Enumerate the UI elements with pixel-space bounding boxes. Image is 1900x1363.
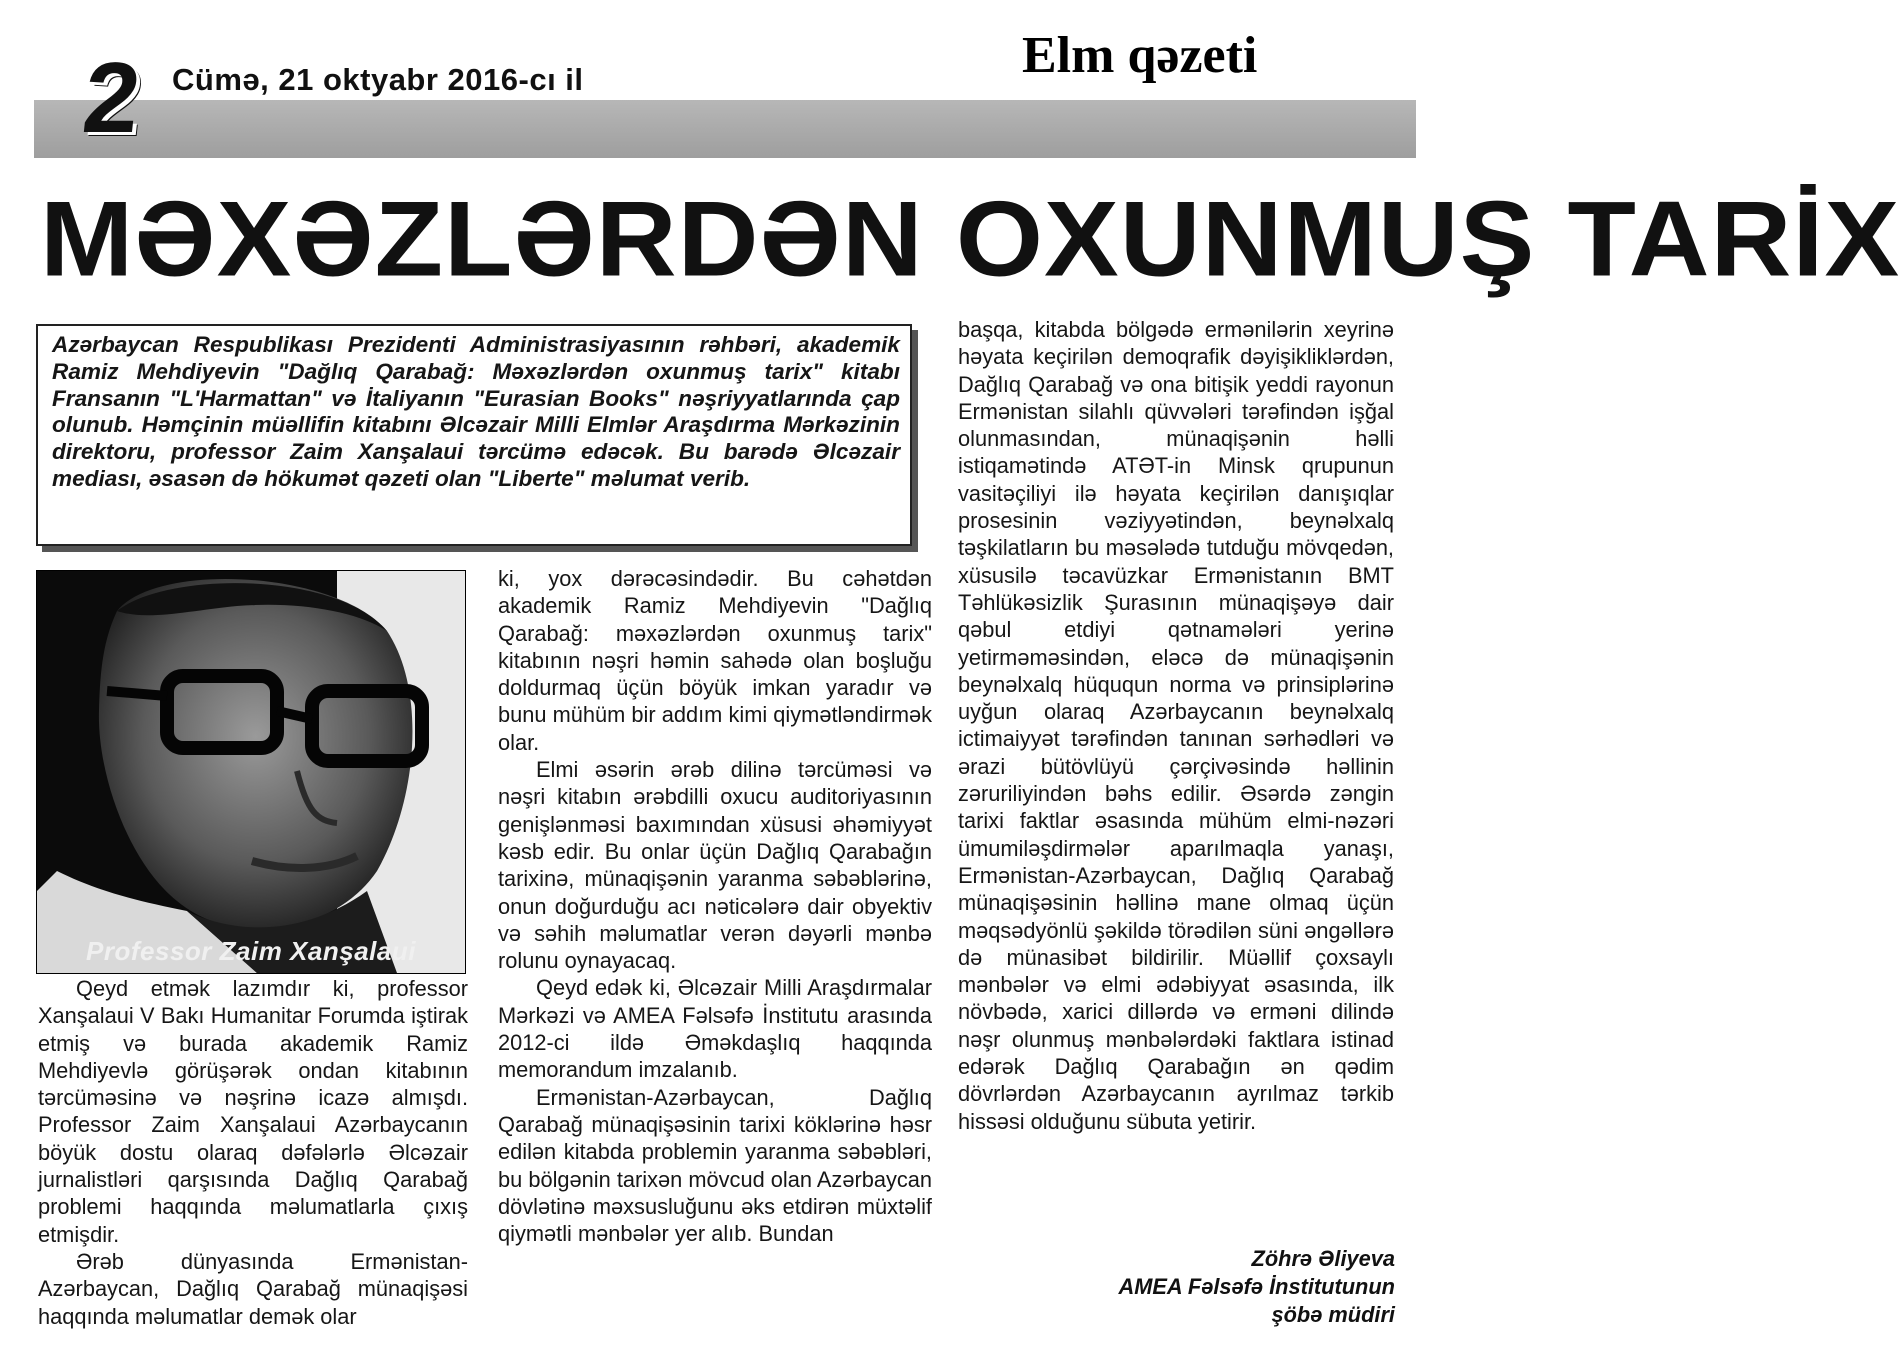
paragraph: Elmi əsərin ərəb dilinə tərcüməsi və nəşri kitabın ərəbdilli oxucu auditoriyasının genişlənməsi baxımından xüsusi əhəmiyyət kəsb edir. Bu onlar üçün Dağlıq Qarabağın tarixinə, münaqişənin yaranma səbəblərinə, onun doğurduğu acı nəticələrə dair obyektiv və səhih məlumatlar verən dəyərli mənbə rolunu oynayacaq. (498, 757, 932, 974)
paragraph: Ermənistan-Azərbaycan, Dağlıq Qarabağ münaqişəsinin tarixi köklərinə həsr edilən kitabda problemin yaranma səbəbləri, bu bölgənin tarixən mövcud olan Azərbaycan dövlətinə məxsusluğunu əks etdirən müxtəlif qiymətli mənbələr yer alıb. Bundan (498, 1084, 932, 1247)
author-signature (1015, 1245, 1395, 1329)
paragraph: Qeyd edək ki, Əlcəzair Milli Araşdırmalar Mərkəzi və AMEA Fəlsəfə İnstitutu arasında 2012-ci ildə Əməkdaşlıq haqqında memorandum imzalanıb. (498, 975, 932, 1083)
lead-box (36, 324, 912, 546)
paragraph: ki, yox dərəcəsindədir. Bu cəhətdən akademik Ramiz Mehdiyevin "Dağlıq Qarabağ: məxəzlərdən oxunmuş tarix" kitabının nəşri həmin sahədə olan boşluğu doldurmaq üçün böyük imkan yaradır və bunu mühüm bir addım kimi qiymətləndirmək olar. (498, 566, 932, 755)
author-name: Zöhrə Əliyeva (1251, 1246, 1395, 1271)
headline: MƏXƏZLƏRDƏN OXUNMUŞ TARİX (40, 179, 1900, 299)
portrait-photo (36, 570, 466, 974)
article-column-3 (958, 316, 1394, 1135)
page-number: 2 (78, 42, 146, 154)
newspaper-name: Elm qəzeti (1022, 27, 1258, 84)
issue-date: Cümə, 21 oktyabr 2016-cı il (172, 62, 584, 97)
paragraph: Ərəb dünyasında Ermənistan-Azərbaycan, Dağlıq Qarabağ münaqişəsi haqqında məlumatlar demək olar (38, 1248, 468, 1329)
header-rule (34, 100, 1416, 158)
paragraph: başqa, kitabda bölgədə ermənilərin xeyrinə həyata keçirilən demoqrafik dəyişikliklərdən, Dağlıq Qarabağ və ona bitişik yeddi rayonun Ermənistan silahlı qüvvələri tərəfindən işğal olunmasından, münaqişənin həlli istiqamətində ATƏT-in Minsk qrupunun vasitəçiliyi ilə həyata keçirilən danışıqlar prosesinin vəziyyətindən, beynəlxalq təşkilatların bu məsələdə tutduğu mövqedən, xüsusilə təcavüzkar Ermənistanın BMT Təhlükəsizlik Şurasının münaqişəyə dair qəbul etdiyi qətnamələri yerinə yetirməməsindən, eləcə də münaqişənin beynəlxalq hüququn norma və prinsiplərinə uyğun olaraq Azərbaycanın beynəlxalq ictimaiyyət tərəfindən tanınan sərhədləri və ərazi bütövlüyü çərçivəsində həllinin zəruriliyindən bəhs edilir. Əsərdə zəngin tarixi faktlar əsasında mühüm elmi-nəzəri ümumiləşdirmələr aparılmaqla yanaşı, Ermənistan-Azərbaycan, Dağlıq Qarabağ münaqişəsinin həllinə mane olmaq üçün məqsədyönlü şəkildə törədilən süni əngəllərə də münasibət bildirilir. Müəllif çoxsaylı mənbələr və elmi ədəbiyyat əsasında, ilk növbədə, xarici dillərdə və erməni dilində nəşr olunmuş mənbələrdəki faktlara istinad edərək Dağlıq Qarabağın ən qədim dövrlərdən Azərbaycanın ayrılmaz tərkib hissəsi olduğunu sübuta yetirir. (958, 317, 1394, 1134)
paragraph: Qeyd etmək lazımdır ki, professor Xanşalaui V Bakı Humanitar Forumda iştirak etmiş və burada akademik Ramiz Mehdiyevlə görüşərək ondan kitabının tərcüməsinə və nəşrinə icazə almışdı. Professor Zaim Xanşalaui Azərbaycanın böyük dostu olaraq dəfələrlə Əlcəzair jurnalistləri qarşısında Dağlıq Qarabağ problemi haqqında məlumatlarla çıxış etmişdir. (38, 976, 468, 1247)
lead-text: Azərbaycan Respublikası Prezidenti Administrasiyasının rəhbəri, akademik Ramiz Mehdiyevin "Dağlıq Qarabağ: Məxəzlərdən oxunmuş tarix" kitabı Fransanın "L'Harmattan" və İtaliyanın "Eurasian Books" nəşriyyatlarında çap olunub. Həmçinin müəllifin kitabını Əlcəzair Milli Elmlər Araşdırma Mərkəzinin direktoru, professor Zaim Xanşalaui tərcümə edəcək. Bu barədə Əlcəzair mediası, əsasən də hökumət qəzeti olan "Liberte" məlumat verib. (52, 332, 900, 491)
article-column-2 (498, 565, 932, 1247)
author-affiliation: AMEA Fəlsəfə İnstitutunun (1118, 1274, 1395, 1299)
author-position: şöbə müdiri (1271, 1302, 1395, 1327)
portrait-illustration (37, 571, 465, 973)
photo-caption: Professor Zaim Xanşalaui (86, 936, 416, 966)
article-column-1 (38, 975, 468, 1330)
